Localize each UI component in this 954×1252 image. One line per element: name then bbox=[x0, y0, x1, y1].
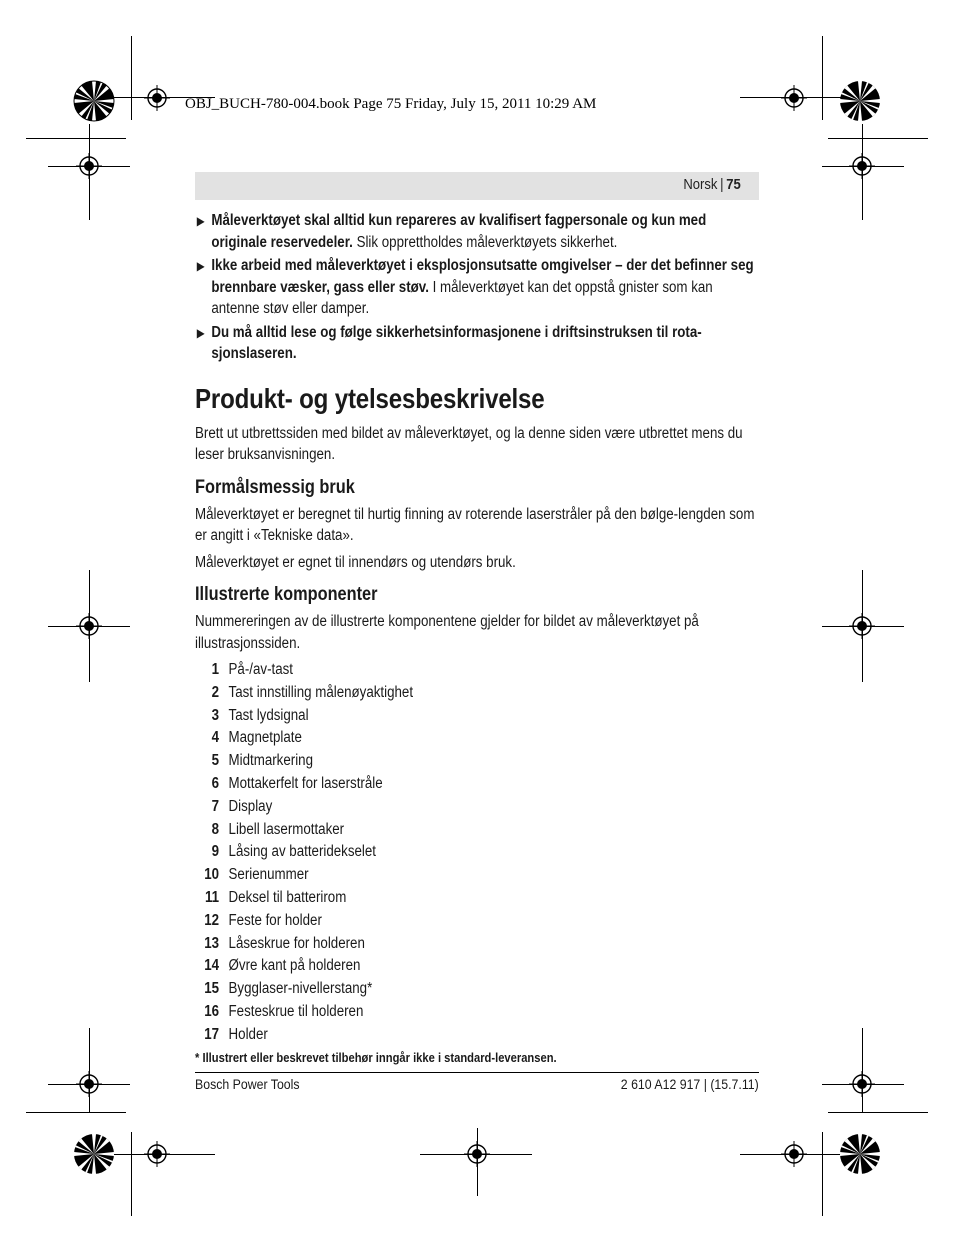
intro-paragraph: Brett ut utbrettssiden med bildet av måleverktøyet, og la denne siden være utbrettet mens du leser bruksanvisningen. bbox=[195, 424, 743, 463]
safety-bullet bbox=[195, 322, 759, 365]
item-number: 7 bbox=[211, 797, 220, 815]
item-label: Øvre kant på holderen bbox=[228, 957, 361, 975]
bullet-bold-text: Du må alltid lese og følge sikkerhetsinformasjonene i driftsinstruksen til rota-sjonslaseren. bbox=[211, 323, 702, 362]
list-item bbox=[195, 705, 759, 728]
registration-wheel-icon bbox=[73, 1133, 115, 1175]
usage-heading: Formålsmessig bruk bbox=[195, 476, 355, 498]
item-number: 9 bbox=[211, 843, 220, 861]
footnote: * Illustrert eller beskrevet tilbehør inngår ikke i standard-leveransen. bbox=[195, 1049, 557, 1065]
registration-wheel-icon bbox=[839, 1133, 881, 1175]
header-language: Norsk bbox=[683, 177, 718, 193]
item-number: 6 bbox=[211, 774, 220, 792]
page-number: 75 bbox=[726, 177, 741, 193]
item-number: 13 bbox=[204, 934, 220, 952]
components-list bbox=[195, 659, 759, 1047]
crosshair-icon bbox=[781, 85, 807, 111]
list-item bbox=[195, 978, 759, 1001]
item-label: Låseskrue for holderen bbox=[228, 934, 365, 952]
main-content bbox=[195, 210, 759, 1067]
list-item bbox=[195, 841, 759, 864]
bullet-triangle-icon: ▶ bbox=[196, 259, 205, 273]
item-number: 4 bbox=[211, 729, 220, 747]
bullet-text: I måleverktøyet kan det oppstå gnister som kan antenne støv eller damper. bbox=[211, 278, 713, 317]
item-label: Deksel til batterirom bbox=[228, 888, 347, 906]
components-heading: Illustrerte komponenter bbox=[195, 584, 378, 605]
item-label: Bygglaser-nivellerstang* bbox=[228, 980, 373, 998]
item-label: Feste for holder bbox=[228, 911, 322, 929]
list-item bbox=[195, 1024, 759, 1047]
crosshair-icon bbox=[76, 153, 102, 179]
usage-paragraph: Måleverktøyet er beregnet til hurtig finning av roterende laserstråler på den bølge-lengden som er angitt i «Tekniske data». bbox=[195, 505, 755, 544]
list-item bbox=[195, 727, 759, 750]
crosshair-icon bbox=[849, 613, 875, 639]
crosshair-icon bbox=[464, 1141, 490, 1167]
item-label: Tast lydsignal bbox=[228, 706, 309, 724]
list-item bbox=[195, 1001, 759, 1024]
text-column bbox=[195, 210, 759, 1067]
list-item bbox=[195, 659, 759, 682]
crosshair-icon bbox=[76, 1071, 102, 1097]
footer-doc-number: 2 610 A12 917 | (15.7.11) bbox=[621, 1076, 759, 1092]
list-item bbox=[195, 750, 759, 773]
bullet-bold-text: Måleverktøyet skal alltid kun repareres av kvalifisert fagpersonale og kun med originale reservedeler. bbox=[211, 212, 707, 251]
crosshair-icon bbox=[76, 613, 102, 639]
list-item bbox=[195, 773, 759, 796]
section-title: Produkt- og ytelsesbeskrivelse bbox=[195, 382, 545, 414]
item-label: Festeskrue til holderen bbox=[228, 1002, 364, 1020]
page-header bbox=[195, 172, 759, 200]
list-item bbox=[195, 682, 759, 705]
item-label: Mottakerfelt for laserstråle bbox=[228, 774, 383, 792]
list-item bbox=[195, 819, 759, 842]
list-item bbox=[195, 910, 759, 933]
header-text bbox=[684, 177, 741, 193]
item-number: 17 bbox=[204, 1025, 220, 1043]
usage-paragraph: Måleverktøyet er egnet til innendørs og utendørs bruk. bbox=[195, 553, 516, 571]
item-label: På-/av-tast bbox=[228, 661, 293, 678]
safety-bullet bbox=[195, 255, 759, 320]
safety-bullet bbox=[195, 210, 759, 253]
crosshair-icon bbox=[144, 1141, 170, 1167]
bullet-bold-text: Ikke arbeid med måleverktøyet i eksplosjonsutsatte omgivelser – der det befinner seg brennbare væsker, gass eller støv. bbox=[211, 257, 754, 296]
footer-divider bbox=[195, 1072, 759, 1073]
bullet-text: Slik opprettholdes måleverktøyets sikkerhet. bbox=[352, 233, 618, 251]
list-item bbox=[195, 796, 759, 819]
item-number: 12 bbox=[204, 911, 220, 929]
item-number: 8 bbox=[211, 820, 220, 838]
item-label: Magnetplate bbox=[228, 729, 302, 747]
bullet-triangle-icon: ▶ bbox=[196, 325, 205, 340]
item-number: 5 bbox=[211, 752, 220, 770]
header-separator: | bbox=[720, 177, 724, 193]
item-label: Serienummer bbox=[228, 866, 309, 884]
item-number: 2 bbox=[211, 683, 220, 701]
crosshair-icon bbox=[781, 1141, 807, 1167]
list-item bbox=[195, 955, 759, 978]
item-number: 16 bbox=[204, 1002, 220, 1020]
registration-wheel-icon bbox=[839, 80, 881, 122]
crosshair-icon bbox=[849, 153, 875, 179]
item-label: Display bbox=[228, 797, 273, 815]
components-intro: Nummereringen av de illustrerte komponentene gjelder for bildet av måleverktøyet på illustrasjonssiden. bbox=[195, 613, 699, 652]
item-number: 14 bbox=[204, 957, 220, 975]
item-label: Midtmarkering bbox=[228, 752, 313, 770]
item-number: 15 bbox=[204, 980, 220, 998]
print-info: OBJ_BUCH-780-004.book Page 75 Friday, July 15, 2011 10:29 AM bbox=[185, 96, 597, 112]
list-item bbox=[195, 864, 759, 887]
item-number: 1 bbox=[211, 661, 220, 678]
item-number: 10 bbox=[204, 866, 220, 884]
crosshair-icon bbox=[849, 1071, 875, 1097]
item-number: 3 bbox=[211, 706, 220, 724]
item-label: Libell lasermottaker bbox=[228, 820, 345, 838]
bullet-triangle-icon: ▶ bbox=[196, 214, 205, 228]
list-item bbox=[195, 933, 759, 956]
item-label: Tast innstilling målenøyaktighet bbox=[228, 683, 414, 701]
registration-wheel-icon bbox=[73, 80, 115, 122]
footer-brand: Bosch Power Tools bbox=[195, 1076, 300, 1092]
list-item bbox=[195, 887, 759, 910]
crosshair-icon bbox=[144, 85, 170, 111]
item-label: Holder bbox=[228, 1025, 268, 1043]
item-number: 11 bbox=[204, 888, 220, 906]
item-label: Låsing av batteridekselet bbox=[228, 843, 377, 861]
